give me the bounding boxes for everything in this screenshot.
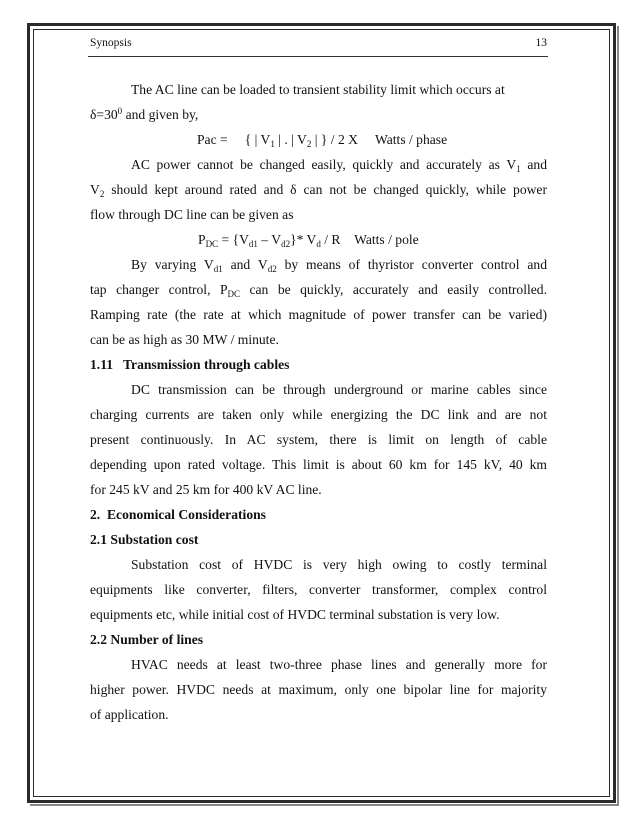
equation-pac: Pac = { | $V_1$ | . | $V_2$ | } / 2 X Watts / phase <box>197 132 448 149</box>
paragraph-line: higher power. HVDC needs at maximum, only one bipolar line for majority <box>90 682 547 697</box>
section-heading-2-2: 2.2 Number of lines <box>90 632 204 647</box>
paragraph-line: The AC line can be loaded to transient stability limit which occurs at <box>131 82 505 97</box>
paragraph-line: $\delta=30^0$ and given by, <box>90 106 199 122</box>
paragraph-line: DC transmission can be through underground or marine cables since <box>131 382 547 397</box>
paragraph-line: flow through DC line can be given as <box>90 207 294 222</box>
paragraph-line: tap changer control, $P_{DC}$ can be quickly, accurately and easily controlled. <box>90 282 547 299</box>
paragraph-line: HVAC needs at least two-three phase lines and generally more for <box>131 657 547 672</box>
page-header <box>90 37 547 49</box>
paragraph-line: for 245 kV and 25 km for 400 kV AC line. <box>90 482 322 497</box>
paragraph-line: of application. <box>90 707 169 722</box>
paragraph-line: present continuously. In AC system, there is limit on length of cable <box>90 432 547 447</box>
equation-pdc: $P_{DC} = \{V_{d1} - V_{d2}\}*$ $V_d$ / R Watts / pole <box>198 232 419 249</box>
paragraph-line: can be as high as 30 MW / minute. <box>90 332 279 347</box>
paragraph-line: Substation cost of HVDC is very high owing to costly terminal <box>131 557 547 572</box>
header-title: Synopsis <box>90 37 132 49</box>
paragraph-line: AC power cannot be changed easily, quickly and accurately as $V_1$ and <box>131 157 547 174</box>
paragraph-line: By varying $V_{d1}$ and $V_{d2}$ by means of thyristor converter control and <box>131 257 548 274</box>
section-heading-2-1: 2.1 Substation cost <box>90 532 199 547</box>
paragraph-line: Ramping rate (the rate at which magnitude of power transfer can be varied) <box>90 307 547 322</box>
paragraph-line: $V_2$ should kept around rated and δ can not be changed quickly, while power <box>90 182 547 199</box>
section-heading-2: 2. Economical Considerations <box>90 507 266 522</box>
page-number: 13 <box>535 37 547 49</box>
paragraph-line: charging currents are taken only while energizing the DC link and are not <box>90 407 547 422</box>
paragraph-line: depending upon rated voltage. This limit is about 60 km for 145 kV, 40 km <box>90 457 547 472</box>
paragraph-line: equipments like converter, filters, converter transformer, complex control <box>90 582 547 597</box>
section-heading-1-11: 1.11 Transmission through cables <box>90 357 290 372</box>
header-rule <box>88 56 548 57</box>
paragraph-line: equipments etc, while initial cost of HVDC terminal substation is very low. <box>90 607 500 622</box>
